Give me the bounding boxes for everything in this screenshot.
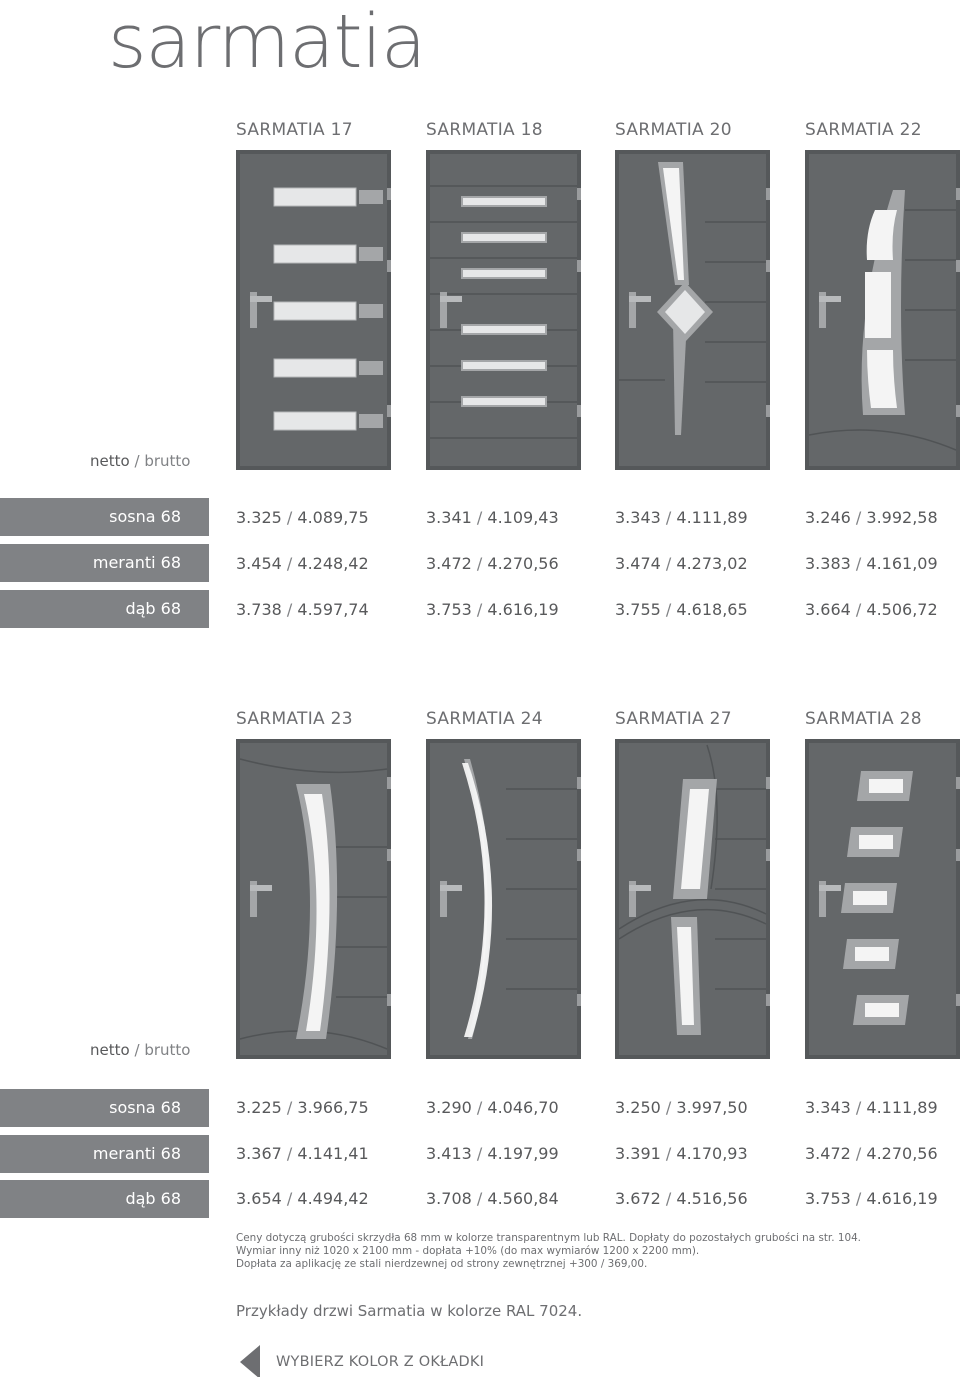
door-image-sarmatia-20 bbox=[615, 150, 770, 470]
back-arrow-icon[interactable] bbox=[240, 1345, 260, 1377]
price-cell: 3.250 / 3.997,50 bbox=[615, 1098, 748, 1117]
price-cell: 3.383 / 4.161,09 bbox=[805, 554, 938, 573]
model-name-5: SARMATIA 23 bbox=[236, 709, 353, 729]
model-name-4: SARMATIA 22 bbox=[805, 120, 922, 140]
price-cell: 3.472 / 4.270,56 bbox=[426, 554, 559, 573]
price-cell: 3.325 / 4.089,75 bbox=[236, 508, 369, 527]
door-image-sarmatia-18 bbox=[426, 150, 581, 470]
price-cell: 3.738 / 4.597,74 bbox=[236, 600, 369, 619]
slash-separator: / bbox=[134, 452, 140, 470]
model-name-8: SARMATIA 28 bbox=[805, 709, 922, 729]
price-cell: 3.367 / 4.141,41 bbox=[236, 1144, 369, 1163]
price-cell: 3.708 / 4.560,84 bbox=[426, 1189, 559, 1208]
note-line-2: Wymiar inny niż 1020 x 2100 mm - dopłata +10% (do max wymiarów 1200 x 2200 mm). bbox=[236, 1245, 700, 1257]
price-cell: 3.753 / 4.616,19 bbox=[805, 1189, 938, 1208]
door-image-sarmatia-22 bbox=[805, 150, 960, 470]
price-cell: 3.341 / 4.109,43 bbox=[426, 508, 559, 527]
slash-separator: / bbox=[134, 1041, 140, 1059]
netto-label: netto bbox=[90, 1041, 130, 1059]
price-cell: 3.343 / 4.111,89 bbox=[615, 508, 748, 527]
price-cell: 3.225 / 3.966,75 bbox=[236, 1098, 369, 1117]
wood-label-sosna: sosna 68 bbox=[0, 498, 209, 536]
example-caption: Przykłady drzwi Sarmatia w kolorze RAL 7024. bbox=[236, 1302, 583, 1320]
wood-label-meranti: meranti 68 bbox=[0, 544, 209, 582]
door-image-sarmatia-24 bbox=[426, 739, 581, 1059]
back-link-text[interactable]: WYBIERZ KOLOR Z OKŁADKI bbox=[276, 1354, 485, 1370]
netto-brutto-label bbox=[90, 452, 190, 470]
price-cell: 3.672 / 4.516,56 bbox=[615, 1189, 748, 1208]
price-cell: 3.664 / 4.506,72 bbox=[805, 600, 938, 619]
wood-label-dab: dąb 68 bbox=[0, 1180, 209, 1218]
netto-label: netto bbox=[90, 452, 130, 470]
door-image-sarmatia-17 bbox=[236, 150, 391, 470]
model-name-7: SARMATIA 27 bbox=[615, 709, 732, 729]
price-cell: 3.391 / 4.170,93 bbox=[615, 1144, 748, 1163]
wood-label-dab: dąb 68 bbox=[0, 590, 209, 628]
note-line-1: Ceny dotyczą grubości skrzydła 68 mm w kolorze transparentnym lub RAL. Dopłaty do pozostałych grubości na str. 104. bbox=[236, 1232, 861, 1244]
price-cell: 3.755 / 4.618,65 bbox=[615, 600, 748, 619]
page-title: sarmatia bbox=[108, 0, 426, 85]
note-line-3: Dopłata za aplikację ze stali nierdzewnej od strony zewnętrznej +300 / 369,00. bbox=[236, 1258, 648, 1270]
model-name-3: SARMATIA 20 bbox=[615, 120, 732, 140]
door-image-sarmatia-23 bbox=[236, 739, 391, 1059]
price-cell: 3.753 / 4.616,19 bbox=[426, 600, 559, 619]
price-cell: 3.246 / 3.992,58 bbox=[805, 508, 938, 527]
price-cell: 3.474 / 4.273,02 bbox=[615, 554, 748, 573]
brutto-label: brutto bbox=[144, 1041, 191, 1059]
brutto-label: brutto bbox=[144, 452, 191, 470]
netto-brutto-label bbox=[90, 1041, 190, 1059]
model-name-1: SARMATIA 17 bbox=[236, 120, 353, 140]
price-cell: 3.413 / 4.197,99 bbox=[426, 1144, 559, 1163]
wood-label-meranti: meranti 68 bbox=[0, 1135, 209, 1173]
price-cell: 3.343 / 4.111,89 bbox=[805, 1098, 938, 1117]
price-cell: 3.290 / 4.046,70 bbox=[426, 1098, 559, 1117]
model-name-2: SARMATIA 18 bbox=[426, 120, 543, 140]
wood-label-sosna: sosna 68 bbox=[0, 1089, 209, 1127]
door-image-sarmatia-27 bbox=[615, 739, 770, 1059]
door-image-sarmatia-28 bbox=[805, 739, 960, 1059]
back-to-cover-link[interactable] bbox=[240, 1345, 485, 1377]
price-cell: 3.472 / 4.270,56 bbox=[805, 1144, 938, 1163]
price-cell: 3.454 / 4.248,42 bbox=[236, 554, 369, 573]
price-cell: 3.654 / 4.494,42 bbox=[236, 1189, 369, 1208]
model-name-6: SARMATIA 24 bbox=[426, 709, 543, 729]
